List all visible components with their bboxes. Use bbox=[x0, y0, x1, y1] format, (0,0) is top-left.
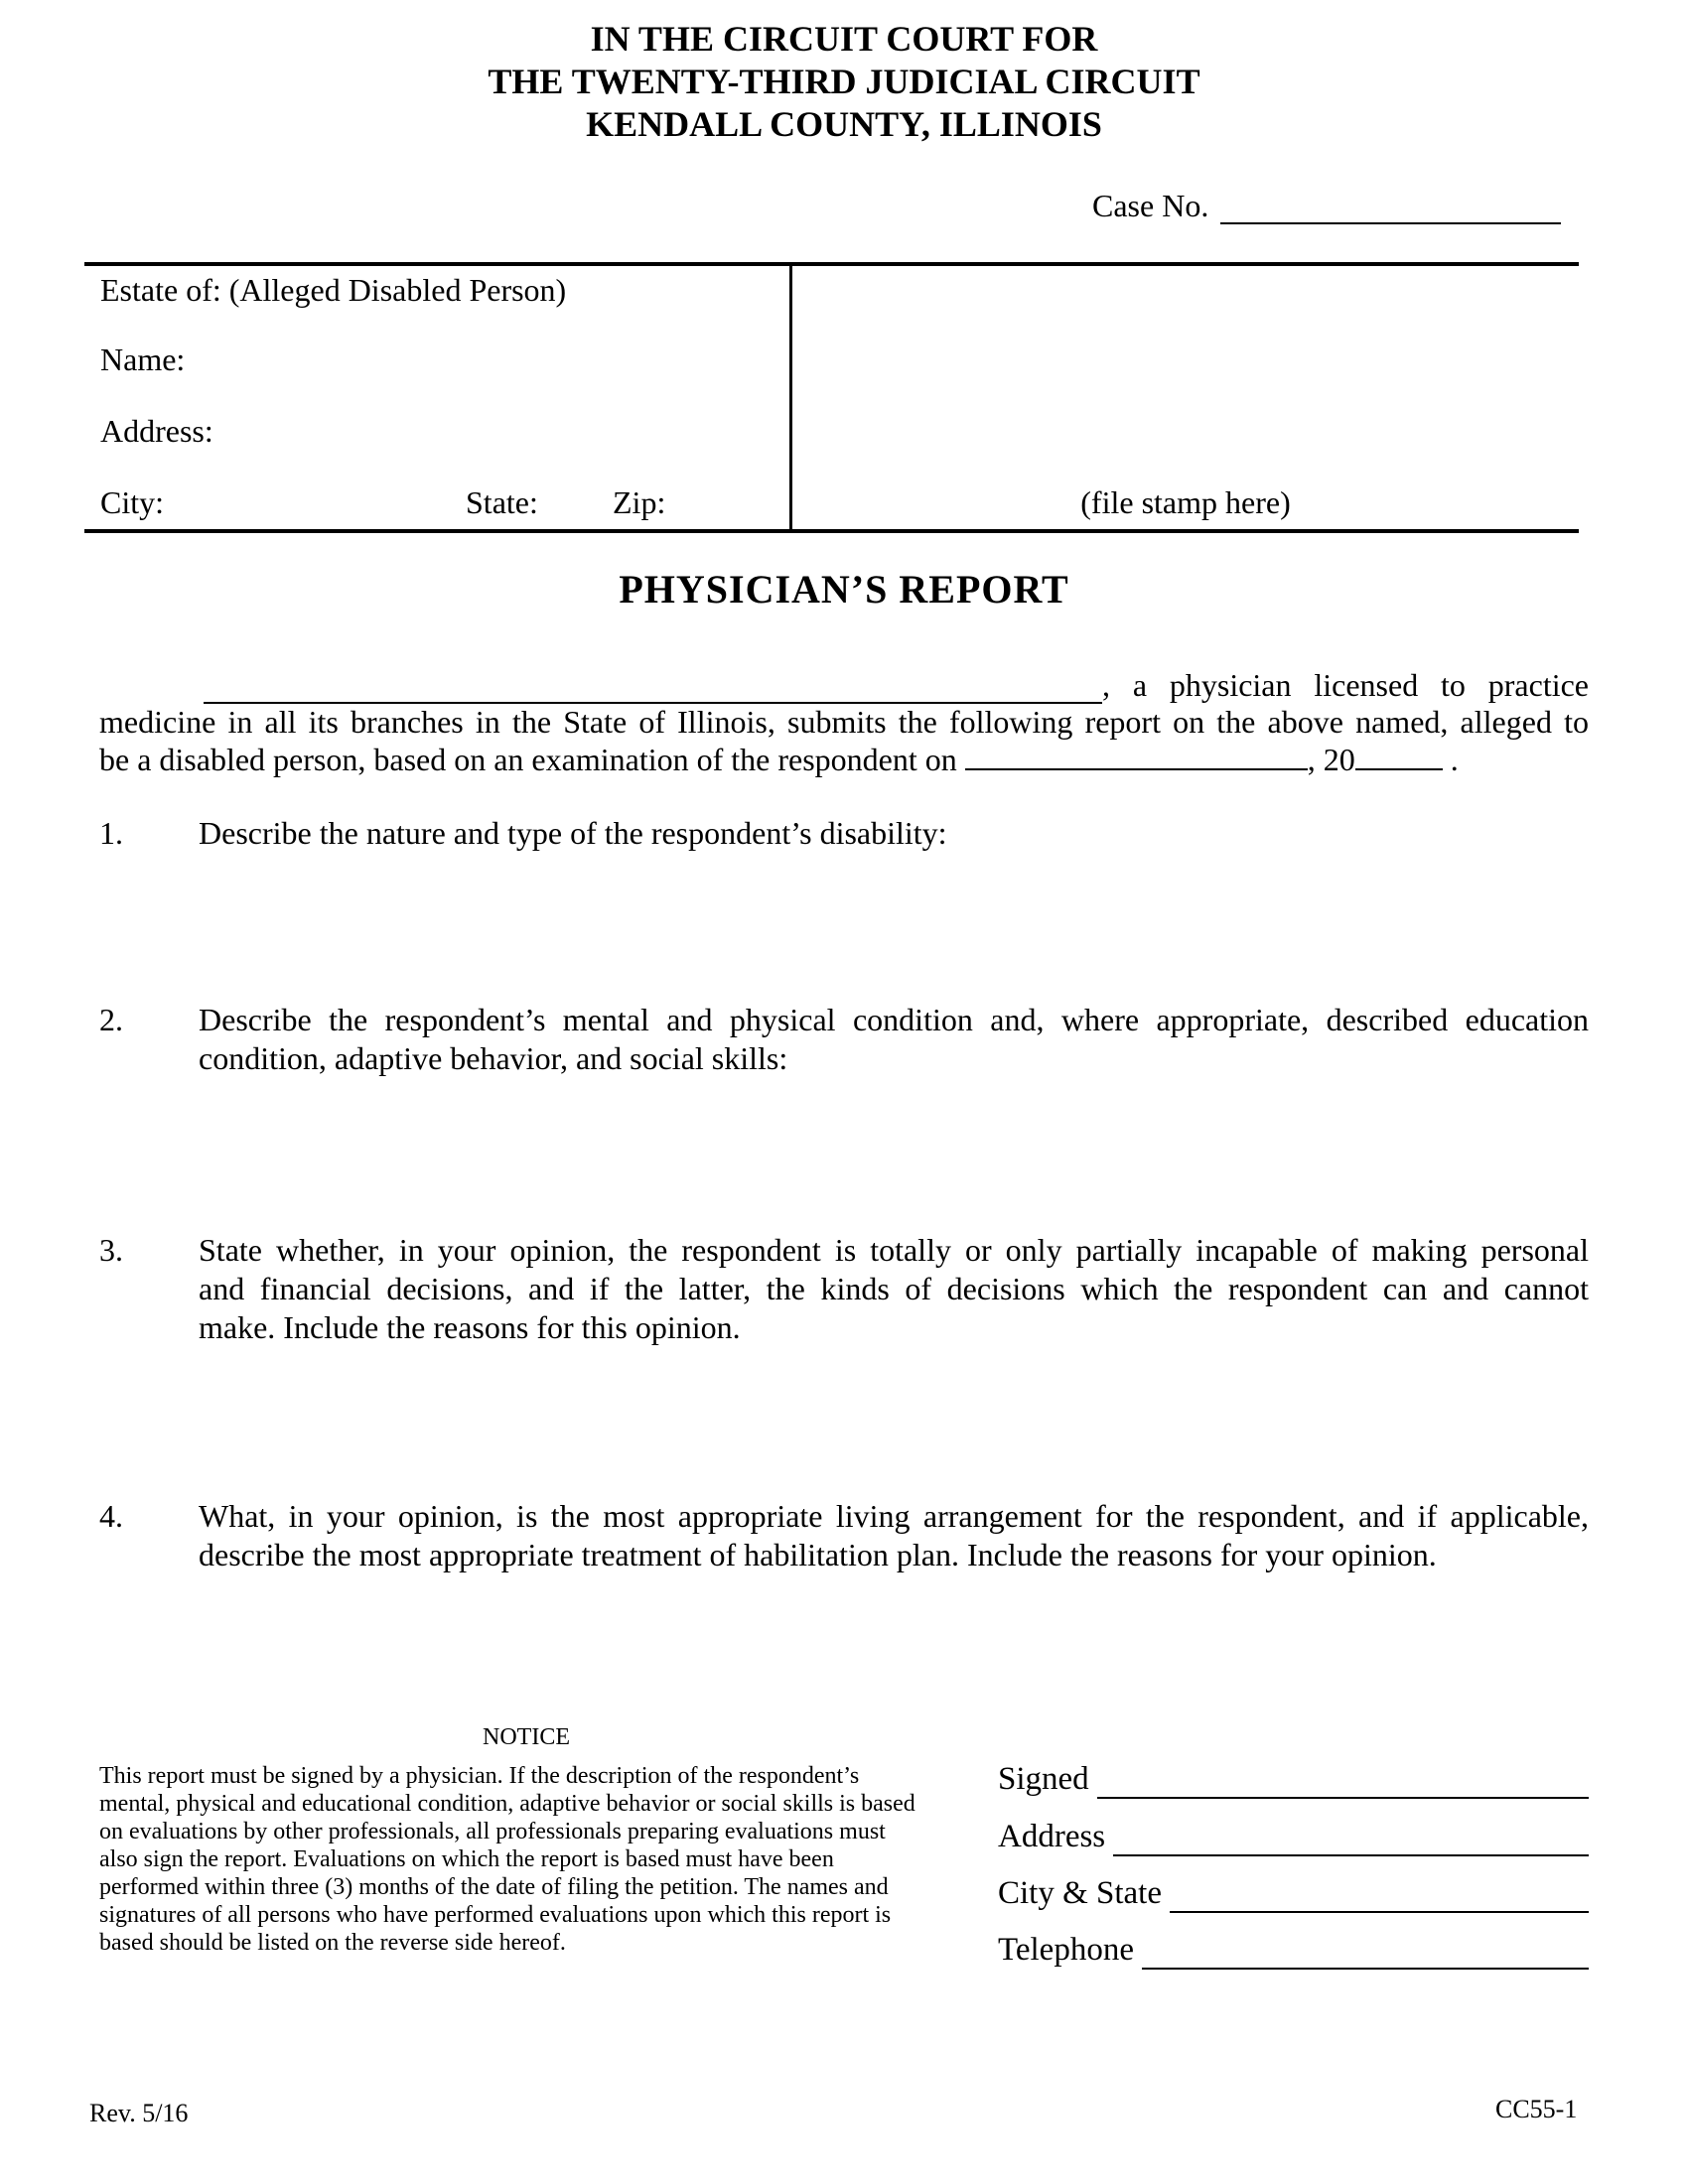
item-text bbox=[199, 814, 1589, 853]
page-title: PHYSICIAN’S REPORT bbox=[619, 567, 1069, 612]
telephone-field-row bbox=[998, 1928, 1589, 1970]
examination-date-blank-line bbox=[965, 741, 1308, 770]
text-line: based should be listed on the reverse side hereof. bbox=[99, 1930, 566, 1956]
address-field-label: Address bbox=[998, 1819, 1106, 1854]
city-state-field-row bbox=[998, 1871, 1589, 1913]
item-number: 4. bbox=[99, 1498, 123, 1534]
text-line: also sign the report. Evaluations on which the report is based must have been bbox=[99, 1846, 834, 1872]
state-label: State: bbox=[466, 484, 538, 520]
zip-label: Zip: bbox=[613, 484, 666, 520]
item-text bbox=[199, 1231, 1589, 1347]
court-header-line1: IN THE CIRCUIT COURT FOR bbox=[590, 19, 1098, 59]
intro-line3-period: . bbox=[1450, 742, 1459, 777]
item-text bbox=[199, 1001, 1589, 1078]
intro-line3 bbox=[99, 741, 1589, 778]
city-state-blank-line bbox=[1170, 1871, 1589, 1913]
telephone-blank-line bbox=[1142, 1928, 1589, 1970]
item-text bbox=[199, 1497, 1589, 1574]
physician-name-blank-line bbox=[204, 668, 1102, 704]
text-line: and financial decisions, and if the latter, the kinds of decisions which the respondent can and cannot bbox=[199, 1271, 1589, 1306]
telephone-label: Telephone bbox=[998, 1932, 1134, 1968]
notice-section bbox=[99, 1723, 973, 1957]
text-line: State whether, in your opinion, the respondent is totally or only partially incapable of making personal bbox=[199, 1232, 1589, 1268]
question-item-1 bbox=[99, 814, 1589, 853]
text-line: This report must be signed by a physician. If the description of the respondent’s bbox=[99, 1763, 860, 1789]
court-header bbox=[0, 18, 1688, 146]
text-line: describe the most appropriate treatment of habilitation plan. Include the reasons for your opinion. bbox=[199, 1537, 1437, 1572]
name-label: Name: bbox=[100, 341, 186, 377]
city-label: City: bbox=[100, 484, 165, 520]
text-line: condition, adaptive behavior, and social skills: bbox=[199, 1040, 788, 1076]
court-header-line3: KENDALL COUNTY, ILLINOIS bbox=[586, 104, 1102, 144]
text-line: Describe the respondent’s mental and physical condition and, where appropriate, described education bbox=[199, 1002, 1589, 1037]
signed-field-row bbox=[998, 1757, 1589, 1799]
intro-paragraph bbox=[99, 667, 1589, 778]
question-item-4 bbox=[99, 1497, 1589, 1574]
signed-blank-line bbox=[1097, 1757, 1589, 1799]
notice-paragraph bbox=[99, 1762, 973, 1957]
examination-year-blank-line bbox=[1355, 741, 1443, 770]
intro-line3-text: be a disabled person, based on an examination of the respondent on bbox=[99, 742, 957, 777]
intro-line3-year-prefix: , 20 bbox=[1307, 742, 1355, 777]
intro-line2-text: medicine in all its branches in the State of Illinois, submits the following report on the above named, alleged to bbox=[99, 704, 1589, 740]
estate-of-label: Estate of: (Alleged Disabled Person) bbox=[100, 272, 567, 308]
address-field-row bbox=[998, 1815, 1589, 1856]
question-item-3 bbox=[99, 1231, 1589, 1347]
estate-filestamp-box bbox=[84, 262, 1579, 533]
question-item-2 bbox=[99, 1001, 1589, 1078]
case-number-label: Case No. bbox=[1092, 188, 1209, 223]
text-line: Describe the nature and type of the respondent’s disability: bbox=[199, 815, 947, 851]
item-number: 2. bbox=[99, 1002, 123, 1037]
text-line: mental, physical and educational condition, adaptive behavior or social skills is based bbox=[99, 1791, 915, 1817]
city-state-label: City & State bbox=[998, 1875, 1162, 1911]
notice-title: NOTICE bbox=[483, 1724, 570, 1750]
signed-label: Signed bbox=[998, 1761, 1089, 1797]
file-stamp-placeholder: (file stamp here) bbox=[1080, 484, 1291, 520]
address-blank-line bbox=[1113, 1815, 1589, 1856]
case-number-row bbox=[1092, 185, 1561, 224]
revision-note: Rev. 5/16 bbox=[89, 2099, 189, 2127]
address-label: Address: bbox=[100, 413, 213, 449]
court-header-line2: THE TWENTY-THIRD JUDICIAL CIRCUIT bbox=[488, 62, 1200, 101]
intro-line1-text: , a physician licensed to practice bbox=[1102, 667, 1589, 703]
item-number: 3. bbox=[99, 1232, 123, 1268]
text-line: signatures of all persons who have performed evaluations upon which this report is bbox=[99, 1902, 892, 1928]
text-line: on evaluations by other professionals, all professionals preparing evaluations must bbox=[99, 1819, 886, 1844]
form-number: CC55-1 bbox=[1495, 2095, 1578, 2123]
text-line: What, in your opinion, is the most appropriate living arrangement for the respondent, and if applicable, bbox=[199, 1498, 1589, 1534]
text-line: make. Include the reasons for this opinion. bbox=[199, 1309, 741, 1345]
case-number-blank-line bbox=[1220, 185, 1561, 224]
text-line: performed within three (3) months of the date of filing the petition. The names and bbox=[99, 1874, 889, 1900]
item-number: 1. bbox=[99, 815, 123, 851]
intro-line1 bbox=[99, 667, 1589, 704]
